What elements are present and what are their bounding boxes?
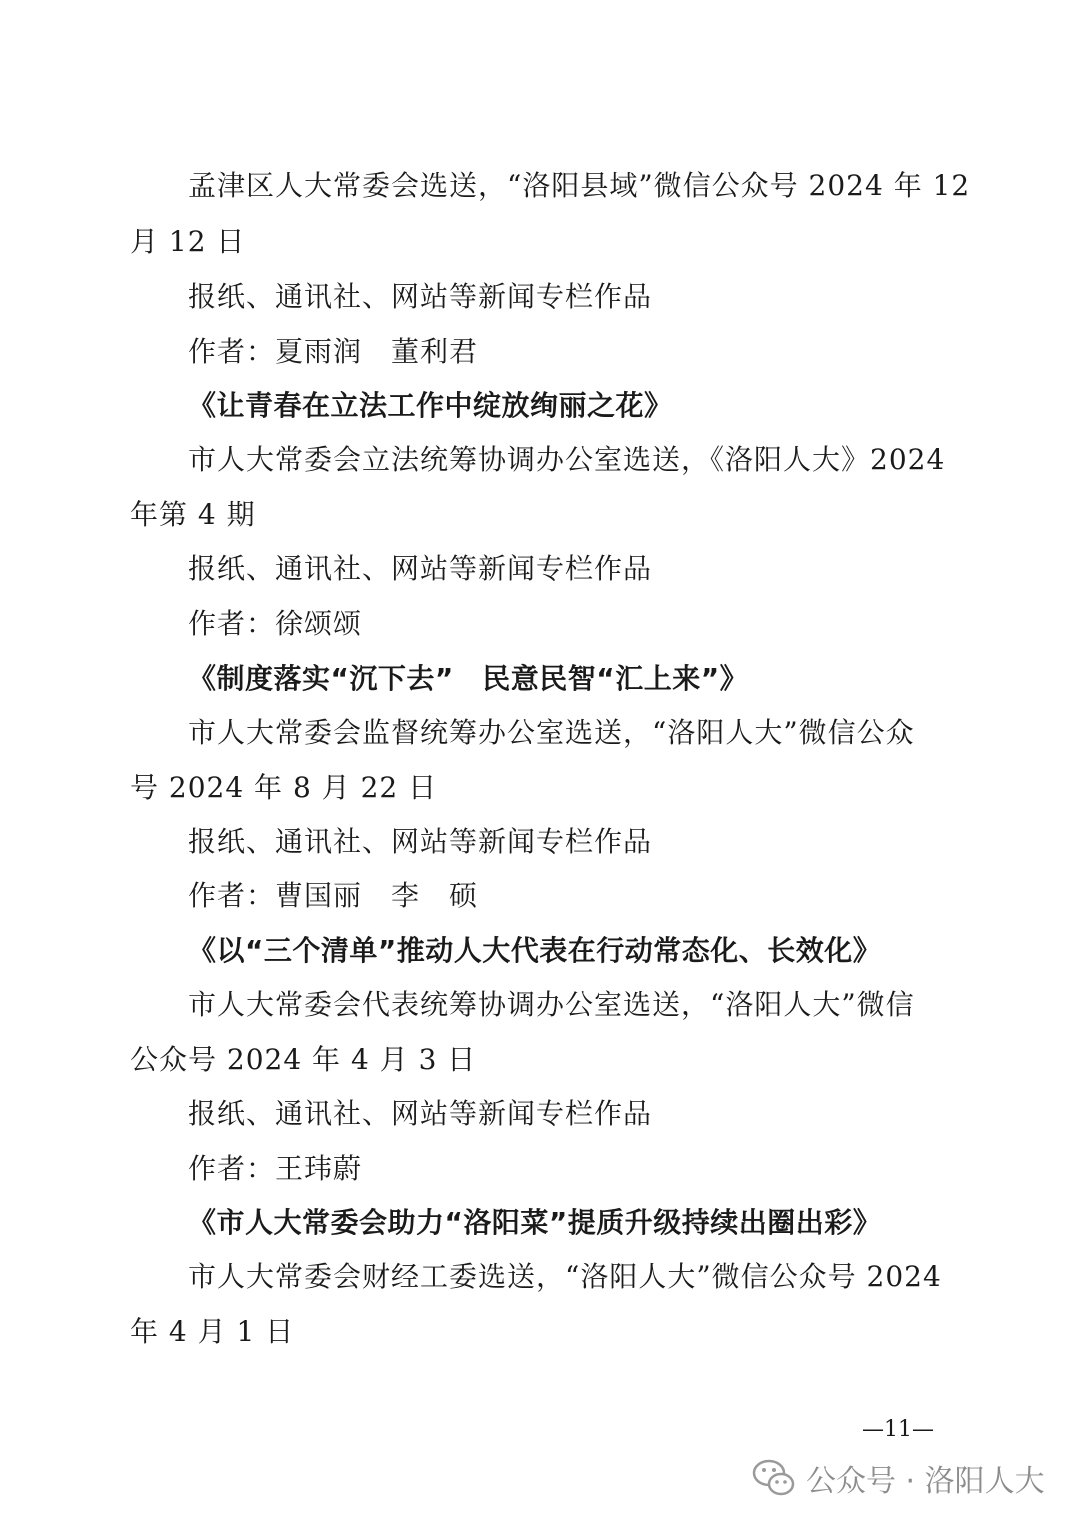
entry-1-author: 作者：夏雨润 董利君	[188, 335, 479, 368]
entry-4-title: 《以“三个清单”推动人大代表在行动常态化、长效化》	[188, 934, 882, 967]
entry-1-category: 报纸、通讯社、网站等新闻专栏作品	[188, 280, 653, 313]
entry-4-author: 作者：王玮蔚	[188, 1152, 363, 1185]
entry-2-author: 作者：徐颂颂	[188, 607, 363, 640]
entry-5-source: 市人大常委会财经工委选送，“洛阳人大”微信公众号 2024	[188, 1260, 942, 1293]
wechat-icon	[752, 1458, 796, 1498]
entry-3-source-cont: 号 2024 年 8 月 22 日	[130, 771, 438, 804]
entry-3-author: 作者：曹国丽 李 硕	[188, 879, 479, 912]
page-number: —11—	[862, 1417, 934, 1442]
entry-5-source-cont: 年 4 月 1 日	[130, 1315, 295, 1348]
entry-2-title: 《让青春在立法工作中绽放绚丽之花》	[188, 389, 673, 422]
entry-2-source-cont: 年第 4 期	[130, 498, 256, 531]
entry-2-category: 报纸、通讯社、网站等新闻专栏作品	[188, 552, 653, 585]
entry-2-source: 市人大常委会立法统筹协调办公室选送，《洛阳人大》2024	[188, 443, 946, 476]
entry-3-source: 市人大常委会监督统筹办公室选送，“洛阳人大”微信公众	[188, 716, 915, 749]
entry-3-title: 《制度落实“沉下去” 民意民智“汇上来”》	[188, 662, 749, 695]
entry-4-source: 市人大常委会代表统筹协调办公室选送，“洛阳人大”微信	[188, 988, 915, 1021]
watermark-text: 公众号 · 洛阳人大	[806, 1464, 1045, 1499]
account-watermark	[752, 1456, 1045, 1500]
entry-1-source: 孟津区人大常委会选送，“洛阳县域”微信公众号 2024 年 12	[188, 169, 971, 202]
entry-5-title: 《市人大常委会助力“洛阳菜”提质升级持续出圈出彩》	[188, 1206, 882, 1239]
entry-4-source-cont: 公众号 2024 年 4 月 3 日	[130, 1043, 477, 1076]
entry-1-source-cont: 月 12 日	[130, 225, 246, 258]
entry-3-category: 报纸、通讯社、网站等新闻专栏作品	[188, 825, 653, 858]
entry-4-category: 报纸、通讯社、网站等新闻专栏作品	[188, 1097, 653, 1130]
